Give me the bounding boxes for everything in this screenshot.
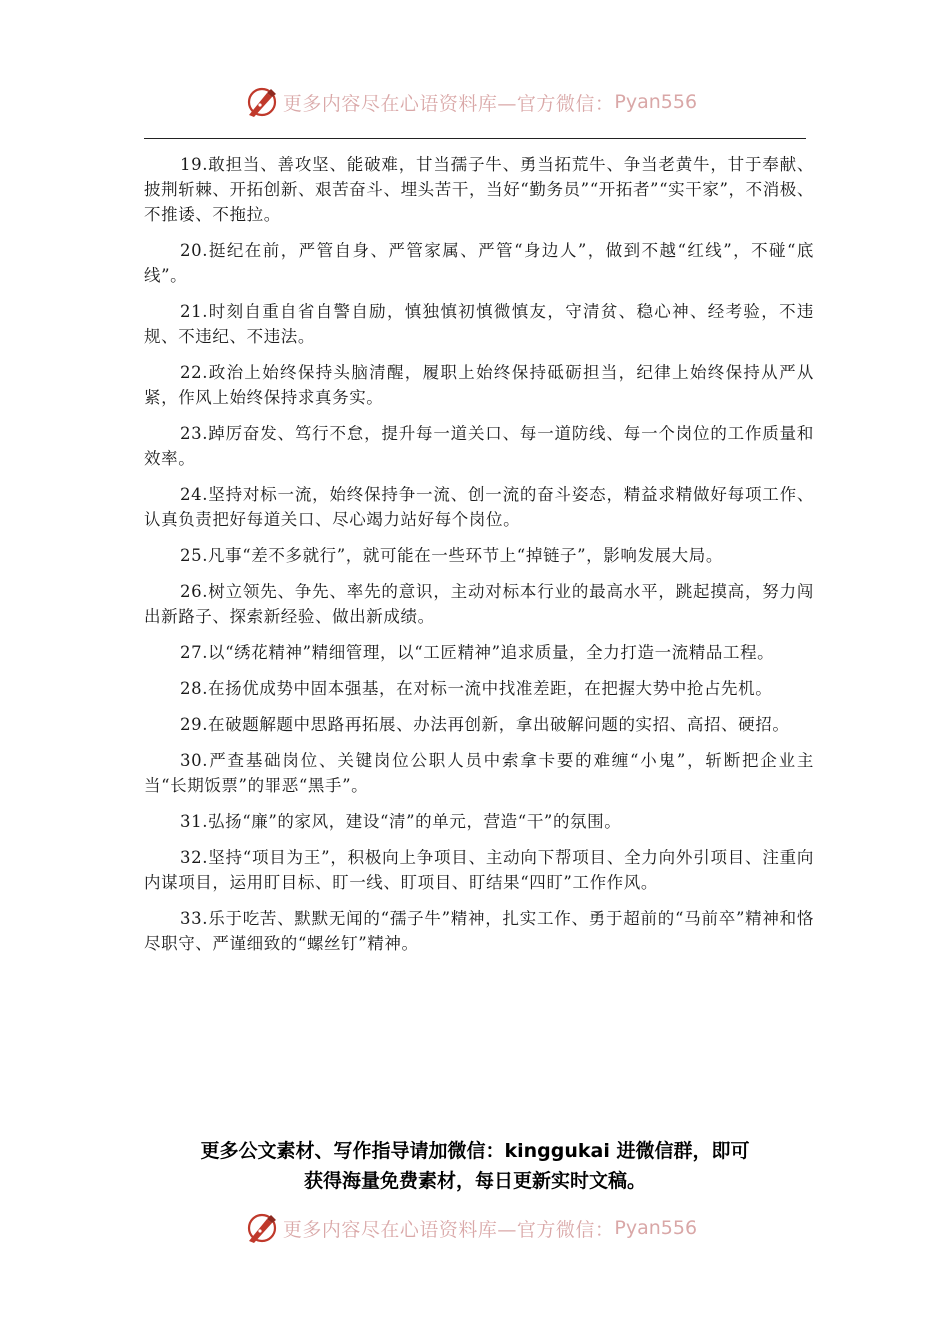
list-item: 25.凡事“差不多就行”，就可能在一些环节上“掉链子”，影响发展大局。 — [180, 546, 723, 565]
list-item: 29.在破题解题中思路再拓展、办法再创新，拿出破解问题的实招、高招、硬招。 — [180, 715, 790, 734]
header-banner — [0, 82, 950, 122]
pen-nib-logo-icon — [245, 85, 279, 119]
footer-banner — [0, 1208, 950, 1248]
header-banner-wechat-id: Pyan556 — [614, 91, 698, 113]
list-item: 26.树立领先、争先、率先的意识，主动对标本行业的最高水平，跳起摸高，努力闯出新路子、探索新经验、做出新成绩。 — [144, 582, 814, 626]
footer-promo-note — [0, 1136, 950, 1196]
list-item: 19.敢担当、善攻坚、能破难，甘当孺子牛、勇当拓荒牛、争当老黄牛，甘于奉献、披荆斩棘、开拓创新、艰苦奋斗、埋头苦干，当好“勤务员”“开拓者”“实干家”，不消极、不推诿、不拖拉。 — [144, 155, 814, 224]
list-item: 21.时刻自重自省自警自励，慎独慎初慎微慎友，守清贫、稳心神、经考验，不违规、不违纪、不违法。 — [144, 302, 814, 346]
list-item: 27.以“绣花精神”精细管理，以“工匠精神”追求质量，全力打造一流精品工程。 — [180, 643, 775, 662]
list-item: 22.政治上始终保持头脑清醒，履职上始终保持砥砺担当，纪律上始终保持从严从紧，作风上始终保持求真务实。 — [144, 363, 814, 407]
list-item: 24.坚持对标一流，始终保持争一流、创一流的奋斗姿态，精益求精做好每项工作、认真负责把好每道关口、尽心竭力站好每个岗位。 — [144, 485, 814, 529]
list-item: 32.坚持“项目为王”，积极向上争项目、主动向下帮项目、全力向外引项目、注重向内谋项目，运用盯目标、盯一线、盯项目、盯结果“四盯”工作作风。 — [144, 848, 814, 892]
list-item: 33.乐于吃苦、默默无闻的“孺子牛”精神，扎实工作、勇于超前的“马前卒”精神和恪尽职守、严谨细致的“螺丝钉”精神。 — [144, 909, 814, 953]
pen-nib-logo-icon — [245, 1211, 279, 1245]
list-item: 28.在扬优成势中固本强基，在对标一流中找准差距，在把握大势中抢占先机。 — [180, 679, 773, 698]
list-item: 20.挺纪在前，严管自身、严管家属、严管“身边人”，做到不越“红线”，不碰“底线”。 — [144, 241, 814, 285]
list-item: 30.严查基础岗位、关键岗位公职人员中索拿卡要的难缠“小鬼”，斩断把企业主当“长期饭票”的罪恶“黑手”。 — [144, 751, 814, 795]
header-divider — [144, 138, 806, 139]
document-body — [144, 152, 814, 967]
footer-banner-wechat-id: Pyan556 — [614, 1217, 698, 1239]
list-item: 23.踔厉奋发、笃行不怠，提升每一道关口、每一道防线、每一个岗位的工作质量和效率。 — [144, 424, 814, 468]
header-banner-text: 更多内容尽在心语资料库—官方微信： — [282, 92, 615, 115]
footer-promo-line-1: 更多公文素材、写作指导请加微信：kinggukai 进微信群，即可 — [200, 1140, 750, 1162]
footer-banner-text: 更多内容尽在心语资料库—官方微信： — [282, 1218, 615, 1241]
footer-promo-line-2: 获得海量免费素材，每日更新实时文稿。 — [303, 1170, 646, 1192]
list-item: 31.弘扬“廉”的家风，建设“清”的单元，营造“干”的氛围。 — [180, 812, 622, 831]
